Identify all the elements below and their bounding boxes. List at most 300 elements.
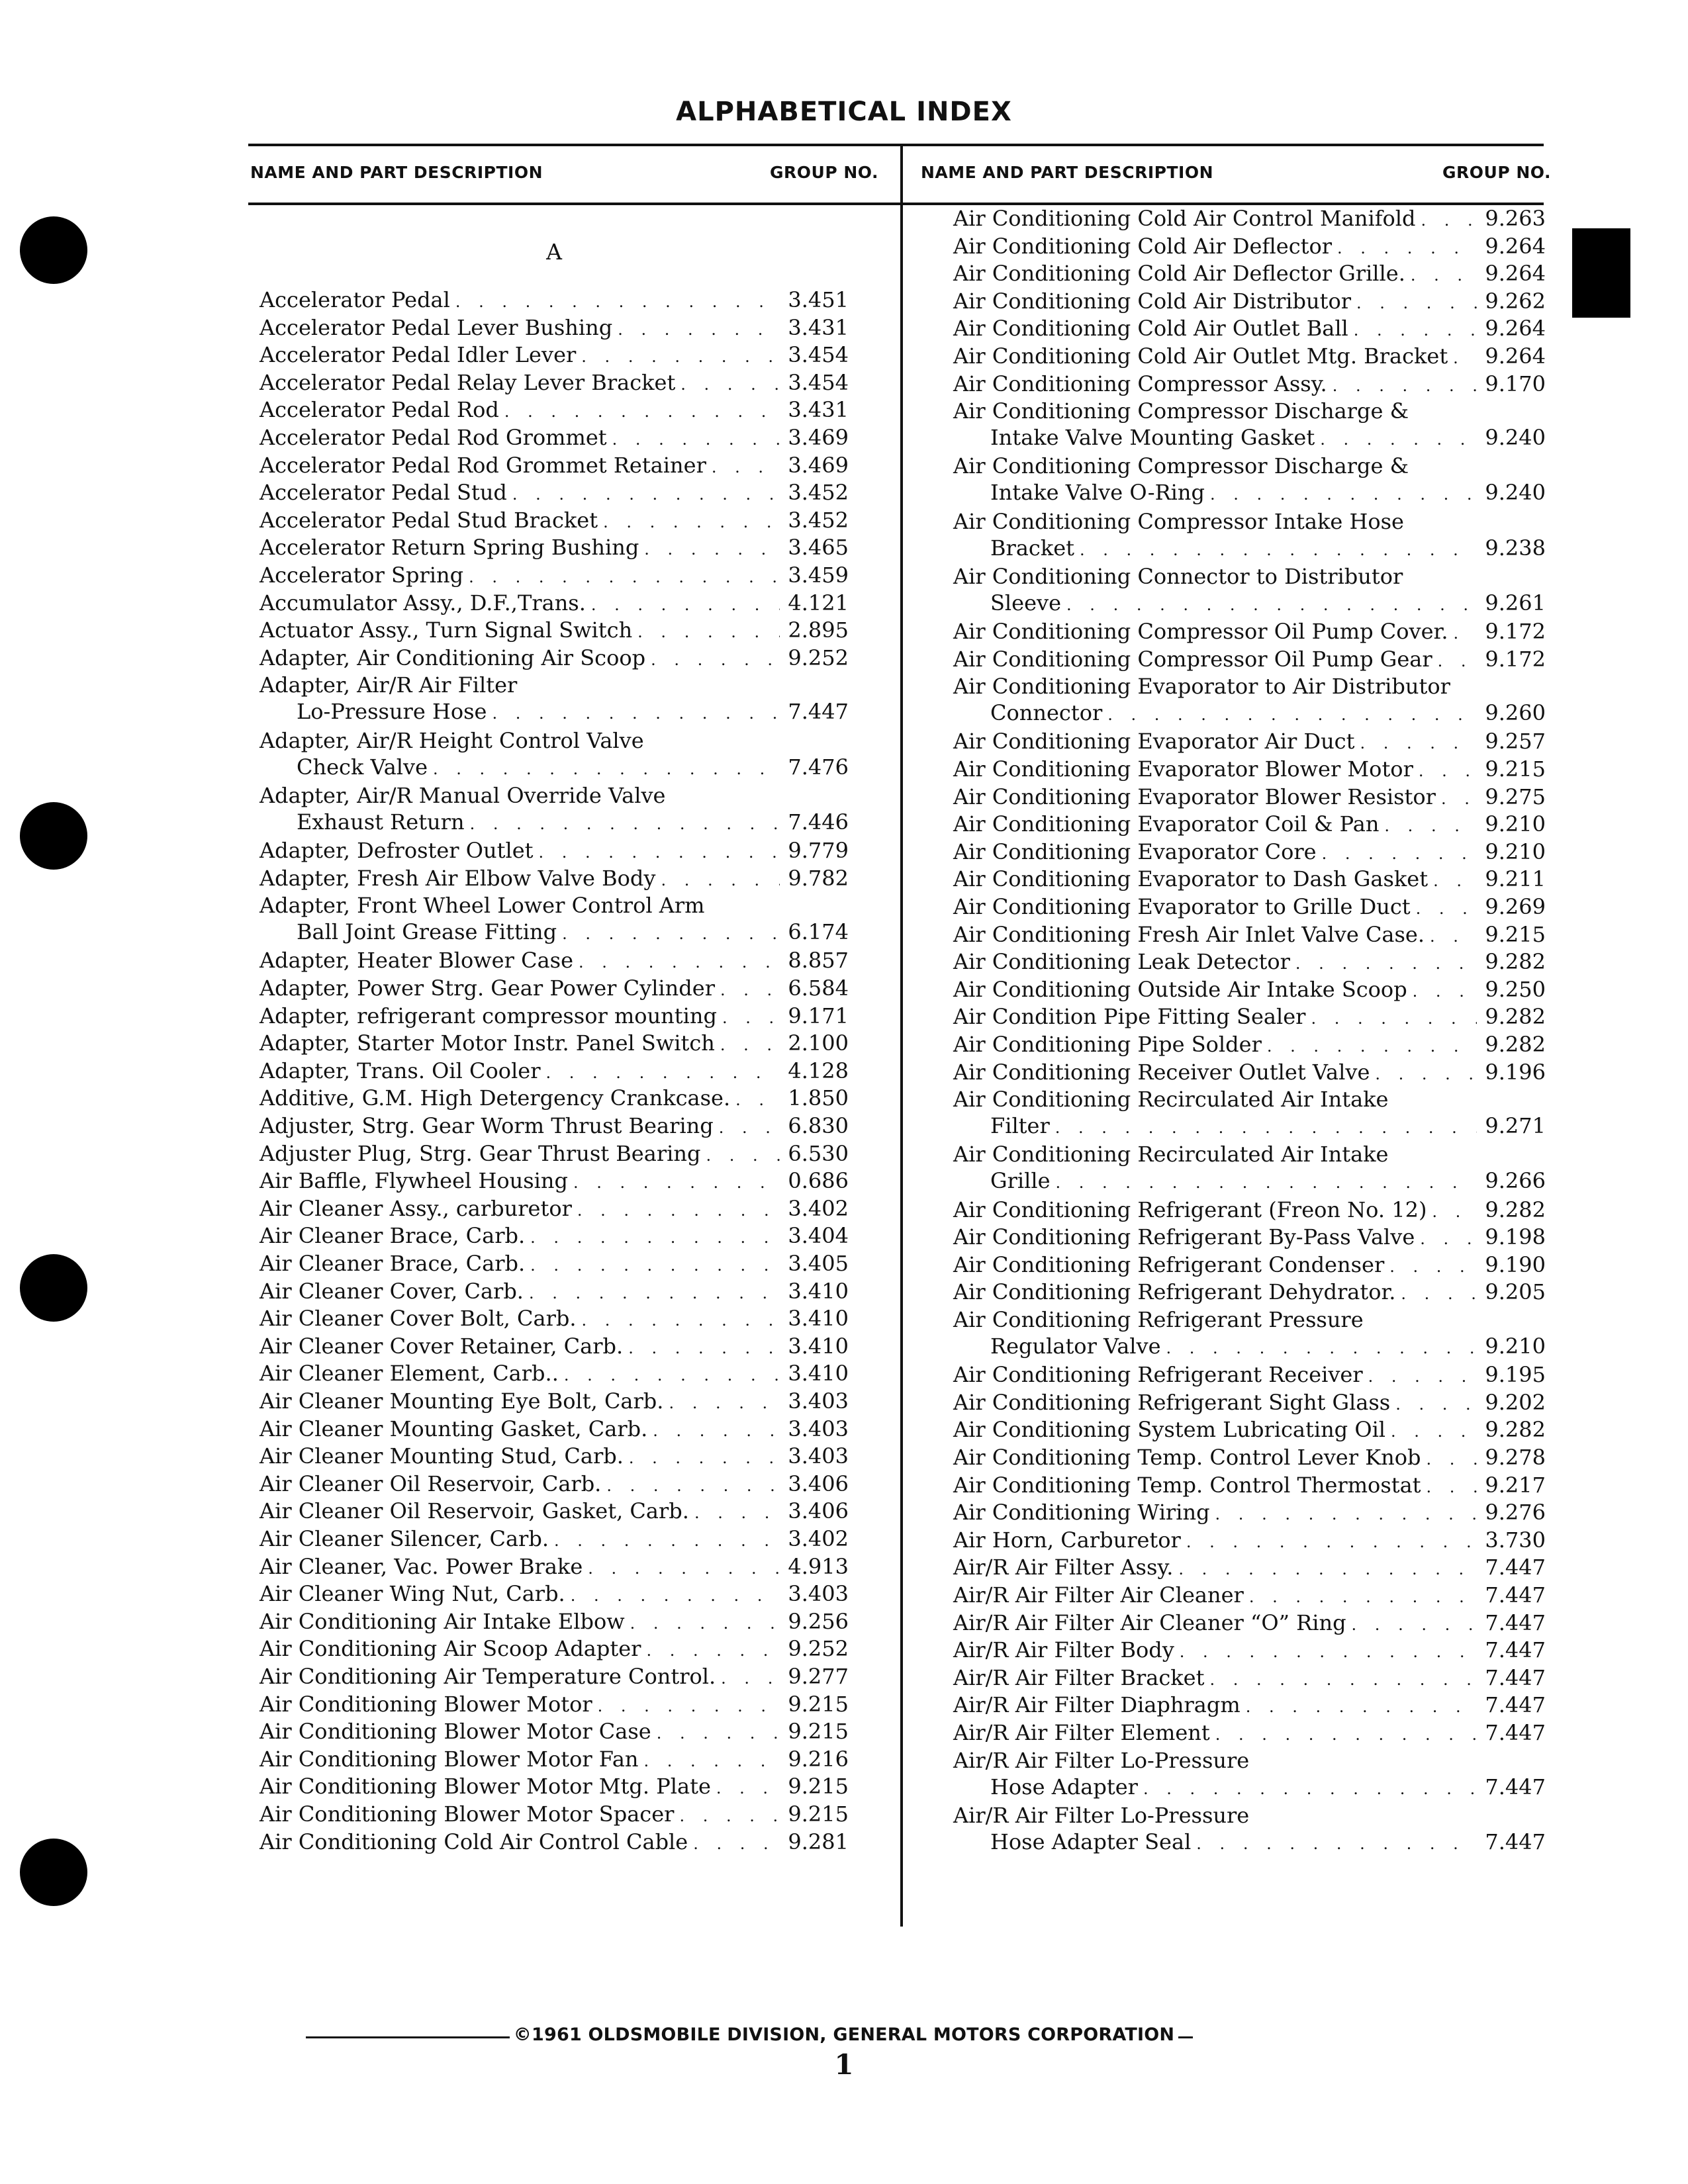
entry-name: Air Conditioning Compressor Oil Pump Gear <box>953 646 1432 672</box>
index-entry <box>953 1444 1546 1471</box>
index-entry <box>259 1388 849 1414</box>
entry-group-number: 3.410 <box>788 1333 849 1359</box>
entry-group-number: 9.217 <box>1485 1472 1546 1498</box>
index-entry <box>953 976 1546 1003</box>
dot-leader <box>735 1087 780 1113</box>
dot-leader <box>669 1390 780 1416</box>
entry-group-number: 3.402 <box>788 1195 849 1221</box>
entry-group-number: 7.447 <box>1485 1637 1546 1663</box>
index-entry <box>259 947 849 974</box>
entry-group-number: 9.252 <box>788 645 849 670</box>
index-entry <box>259 479 849 506</box>
entry-name: Air Conditioning Fresh Air Inlet Valve Case. <box>953 921 1425 947</box>
entry-name: Air Conditioning Evaporator to Grille Duct <box>953 894 1411 919</box>
entry-group-number: 3.406 <box>788 1471 849 1496</box>
entry-name: Air/R Air Filter Air Cleaner “O” Ring <box>953 1610 1346 1635</box>
entry-name: Filter <box>990 1113 1050 1139</box>
entry-name: Accelerator Pedal Lever Bushing <box>259 314 613 340</box>
entry-name: Air Conditioning Temp. Control Thermostat <box>953 1472 1421 1498</box>
dot-leader <box>661 867 780 893</box>
index-entry <box>259 396 849 423</box>
index-entry <box>259 1222 849 1249</box>
entry-name: Air Cleaner Oil Reservoir, Carb. <box>259 1471 602 1496</box>
dot-leader <box>433 756 780 782</box>
entry-group-number: 9.210 <box>1485 811 1546 837</box>
dot-leader <box>630 1610 780 1637</box>
entry-group-number: 6.584 <box>788 976 849 1001</box>
entry-name: Adjuster Plug, Strg. Gear Thrust Bearing <box>259 1140 701 1166</box>
entry-name: Air Conditioning Wiring <box>953 1500 1210 1525</box>
entry-name: Air Cleaner Brace, Carb. <box>259 1251 526 1276</box>
entry-name: Connector <box>990 700 1103 726</box>
index-entry <box>259 1829 849 1855</box>
entry-name: Air Conditioning Blower Motor Case <box>259 1719 651 1745</box>
entry-group-number: 9.210 <box>1485 839 1546 864</box>
index-entry <box>953 728 1546 754</box>
index-entry <box>953 1361 1546 1388</box>
index-entry <box>259 1443 849 1469</box>
entry-group-number: 3.410 <box>788 1278 849 1304</box>
dot-leader <box>644 536 780 563</box>
index-entry <box>259 1471 849 1497</box>
entry-group-number: 3.410 <box>788 1306 849 1332</box>
entry-group-number: 9.190 <box>1485 1251 1546 1277</box>
entry-name: Air Cleaner Element, Carb.. <box>259 1361 559 1387</box>
index-entry <box>953 343 1546 369</box>
entry-name: Air Conditioning Refrigerant Sight Glass <box>953 1389 1391 1415</box>
dot-leader <box>1196 1831 1477 1857</box>
entry-name: Air Conditioning Air Intake Elbow <box>259 1608 625 1634</box>
entry-name: Air Conditioning Blower Motor Fan <box>259 1746 639 1772</box>
dot-leader <box>1107 702 1477 728</box>
entry-name: Air Conditioning Refrigerant Receiver <box>953 1362 1363 1388</box>
index-entry <box>259 1525 849 1552</box>
index-entry <box>953 1031 1546 1058</box>
dot-leader <box>1320 426 1477 453</box>
entry-group-number: 9.257 <box>1485 729 1546 754</box>
entry-group-number: 3.451 <box>788 287 849 312</box>
entry-name: Sleeve <box>990 590 1062 615</box>
entry-name: Accelerator Pedal Stud Bracket <box>259 507 598 533</box>
index-entry <box>953 756 1546 782</box>
entry-name: Air/R Air Filter Air Cleaner <box>953 1582 1244 1608</box>
footer-copyright <box>0 2025 1688 2045</box>
index-entry <box>953 921 1546 948</box>
index-entry <box>259 314 849 341</box>
dot-leader <box>598 1693 780 1719</box>
index-entry <box>953 866 1546 892</box>
entry-group-number: 9.215 <box>1485 756 1546 782</box>
dot-leader <box>1395 1391 1477 1418</box>
entry-name: Regulator Valve <box>990 1334 1161 1359</box>
entry-name: Air Conditioning Evaporator to Dash Gasket <box>953 866 1429 892</box>
dot-leader <box>530 1224 780 1251</box>
entry-name: Air Conditioning Cold Air Deflector <box>953 233 1333 259</box>
entry-group-number: 7.447 <box>1485 1774 1546 1799</box>
entry-name: Actuator Assy., Turn Signal Switch <box>259 617 633 643</box>
index-entry <box>259 727 849 782</box>
index-entry <box>259 1746 849 1772</box>
entry-name: Accelerator Pedal Rod Grommet Retainer <box>259 452 706 478</box>
binder-hole-1 <box>20 216 87 284</box>
entry-name: Air/R Air Filter Bracket <box>953 1664 1205 1690</box>
entry-name: Air Conditioning System Lubricating Oil <box>953 1417 1386 1443</box>
entry-name: Adapter, Air Conditioning Air Scoop <box>259 645 646 670</box>
entry-name: Accelerator Pedal Rod <box>259 397 499 423</box>
entry-group-number: 9.275 <box>1485 784 1546 809</box>
index-entry <box>953 1692 1546 1718</box>
entry-name: Air Conditioning Refrigerant Condenser <box>953 1251 1385 1277</box>
dot-leader <box>546 1060 780 1086</box>
section-letter: A <box>546 239 562 265</box>
index-entry <box>259 1113 849 1139</box>
entry-group-number: 4.913 <box>788 1553 849 1579</box>
entry-name: Air/R Air Filter Element <box>953 1720 1210 1745</box>
entry-name: Intake Valve Mounting Gasket <box>990 425 1315 451</box>
entry-group-number: 9.171 <box>788 1003 849 1028</box>
entry-name: Air Conditioning Evaporator Coil & Pan <box>953 811 1380 837</box>
entry-name: Air Cleaner Brace, Carb. <box>259 1223 526 1249</box>
dot-leader <box>1411 262 1477 289</box>
entry-name-line1: Air Conditioning Compressor Discharge & <box>953 398 1409 424</box>
dot-leader <box>562 921 780 947</box>
entry-group-number: 7.447 <box>1485 1692 1546 1718</box>
dot-leader <box>1267 1033 1477 1060</box>
entry-name-line1: Air Conditioning Compressor Discharge & <box>953 453 1409 479</box>
dot-leader <box>470 811 780 837</box>
entry-group-number: 4.121 <box>788 590 849 615</box>
entry-name: Air Conditioning Evaporator Blower Resistor <box>953 784 1436 809</box>
entry-name: Adjuster, Strg. Gear Worm Thrust Bearing <box>259 1113 714 1138</box>
entry-name-line1: Air Conditioning Compressor Intake Hose <box>953 508 1404 534</box>
entry-group-number: 1.850 <box>788 1085 849 1111</box>
entry-group-number: 7.476 <box>788 754 849 780</box>
entry-group-number: 4.128 <box>788 1058 849 1083</box>
index-entry <box>953 1251 1546 1278</box>
dot-leader <box>530 1252 780 1279</box>
entry-group-number: 9.282 <box>1485 1417 1546 1443</box>
entry-group-number: 9.266 <box>1485 1168 1546 1194</box>
entry-group-number: 9.260 <box>1485 700 1546 726</box>
entry-group-number: 9.216 <box>788 1746 849 1772</box>
entry-name: Air Condition Pipe Fitting Sealer <box>953 1004 1306 1030</box>
index-entry <box>259 1250 849 1277</box>
index-entry <box>259 341 849 368</box>
entry-group-number: 3.402 <box>788 1526 849 1551</box>
entry-name: Air Cleaner Mounting Eye Bolt, Carb. <box>259 1388 664 1414</box>
entry-name: Accumulator Assy., D.F.,Trans. <box>259 590 586 615</box>
dot-leader <box>603 509 780 535</box>
entry-name: Air Conditioning Evaporator Blower Motor <box>953 756 1413 782</box>
dot-leader <box>1391 1418 1477 1445</box>
binder-hole-4 <box>20 1839 87 1906</box>
index-entry <box>953 1527 1546 1553</box>
entry-name: Adapter, Defroster Outlet <box>259 838 534 863</box>
index-entry <box>953 893 1546 920</box>
index-entry <box>953 673 1546 727</box>
dot-leader <box>1056 1169 1477 1196</box>
index-entry <box>953 1416 1546 1443</box>
dot-leader <box>1441 786 1477 812</box>
entry-group-number: 9.202 <box>1485 1389 1546 1415</box>
index-entry <box>259 1030 849 1056</box>
dot-leader <box>644 1748 780 1774</box>
dot-leader <box>1419 758 1477 784</box>
index-entry <box>259 1195 849 1222</box>
entry-name: Bracket <box>990 535 1074 561</box>
index-entry <box>953 563 1546 617</box>
dot-leader <box>1066 592 1477 618</box>
index-entry <box>953 453 1546 507</box>
index-entry <box>259 1360 849 1387</box>
dot-leader <box>1333 373 1477 399</box>
dot-leader <box>571 1582 780 1609</box>
entry-name: Check Valve <box>297 754 428 780</box>
entry-group-number: 9.215 <box>788 1719 849 1745</box>
index-entry <box>953 1664 1546 1691</box>
entry-group-number: 9.261 <box>1485 590 1546 615</box>
index-entry <box>259 1773 849 1799</box>
entry-group-number: 9.215 <box>1485 921 1546 947</box>
entry-name: Air Cleaner Cover Bolt, Carb. <box>259 1306 577 1332</box>
entry-group-number: 2.895 <box>788 617 849 643</box>
dot-leader <box>719 1115 780 1141</box>
entry-name-line1: Air Conditioning Recirculated Air Intake <box>953 1142 1389 1167</box>
entry-group-number: 9.205 <box>1485 1279 1546 1305</box>
entry-group-number: 3.406 <box>788 1498 849 1524</box>
entry-group-number: 9.282 <box>1485 1032 1546 1057</box>
entry-group-number: 6.530 <box>788 1140 849 1166</box>
index-entry <box>953 205 1546 232</box>
entry-group-number: 3.431 <box>788 314 849 340</box>
index-entry <box>953 1086 1546 1140</box>
left-group-header: GROUP NO. <box>770 163 878 182</box>
entry-name: Air Cleaner Assy., carburetor <box>259 1195 572 1221</box>
index-entry <box>259 975 849 1001</box>
dot-leader <box>720 977 780 1003</box>
index-entry <box>259 507 849 533</box>
dot-leader <box>1438 648 1477 674</box>
entry-name: Accelerator Pedal Relay Lever Bracket <box>259 369 676 395</box>
dot-leader <box>512 481 780 508</box>
dot-leader <box>1389 1253 1477 1280</box>
index-entry <box>953 1279 1546 1305</box>
dot-leader <box>1384 813 1477 839</box>
dot-leader <box>539 839 780 866</box>
entry-group-number: 3.454 <box>788 342 849 368</box>
dot-leader <box>1178 1556 1477 1582</box>
entry-group-number: 7.447 <box>1485 1610 1546 1635</box>
entry-group-number: 9.252 <box>788 1636 849 1662</box>
entry-name: Air Conditioning Pipe Solder <box>953 1032 1262 1057</box>
dot-leader <box>1215 1721 1477 1748</box>
entry-group-number: 9.269 <box>1485 894 1546 919</box>
dot-leader <box>637 619 780 645</box>
entry-name: Air Conditioning Cold Air Control Cable <box>259 1829 688 1854</box>
entry-name-line1: Air Conditioning Recirculated Air Intake <box>953 1087 1389 1113</box>
entry-group-number: 9.264 <box>1485 233 1546 259</box>
index-entry <box>953 1582 1546 1608</box>
entry-name: Air Conditioning Cold Air Distributor <box>953 288 1352 314</box>
entry-name-line1: Adapter, Air/R Air Filter <box>259 672 518 698</box>
entry-name: Air Conditioning Refrigerant Dehydrator. <box>953 1279 1396 1305</box>
dot-leader <box>1295 950 1477 977</box>
index-entry <box>259 1718 849 1745</box>
entry-group-number: 7.447 <box>1485 1664 1546 1690</box>
entry-name: Air Cleaner Wing Nut, Carb. <box>259 1581 565 1607</box>
entry-name-line1: Air Conditioning Connector to Distributor <box>953 563 1403 589</box>
entry-group-number: 9.198 <box>1485 1224 1546 1250</box>
entry-name: Air Conditioning Compressor Assy. <box>953 371 1327 396</box>
dot-leader <box>716 1775 780 1801</box>
dot-leader <box>694 1500 780 1526</box>
entry-name: Hose Adapter Seal <box>990 1829 1192 1854</box>
entry-name: Air Conditioning Cold Air Deflector Grille. <box>953 261 1405 287</box>
index-entry <box>259 1416 849 1442</box>
dot-leader <box>579 949 780 976</box>
binder-hole-2 <box>20 802 87 870</box>
dot-leader <box>1337 235 1477 261</box>
index-entry <box>953 784 1546 810</box>
entry-group-number: 9.262 <box>1485 288 1546 314</box>
index-entry <box>953 315 1546 341</box>
entry-group-number: 6.174 <box>788 919 849 945</box>
entry-name: Accelerator Pedal Idler Lever <box>259 342 577 368</box>
dot-leader <box>1401 1281 1477 1307</box>
entry-name: Air Conditioning Cold Air Outlet Mtg. Bracket <box>953 343 1448 369</box>
entry-name: Accelerator Return Spring Bushing <box>259 535 639 561</box>
entry-name: Lo-Pressure Hose <box>297 699 487 725</box>
dot-leader <box>712 454 780 480</box>
dot-leader <box>1354 317 1477 343</box>
entry-name: Air Conditioning Refrigerant (Freon No. 12) <box>953 1197 1427 1222</box>
entry-group-number: 9.240 <box>1485 425 1546 451</box>
entry-group-number: 9.170 <box>1485 371 1546 396</box>
index-entry <box>259 837 849 864</box>
entry-name: Air/R Air Filter Body <box>953 1637 1174 1663</box>
entry-name: Air Conditioning Air Scoop Adapter <box>259 1636 641 1662</box>
entry-group-number: 7.447 <box>1485 1555 1546 1580</box>
index-entry <box>953 288 1546 314</box>
index-entry <box>259 1140 849 1167</box>
entry-name: Adapter, refrigerant compressor mounting <box>259 1003 717 1028</box>
entry-group-number: 3.454 <box>788 369 849 395</box>
index-entry <box>259 1580 849 1607</box>
entry-group-number: 9.282 <box>1485 949 1546 975</box>
index-entry <box>259 424 849 451</box>
entry-group-number: 9.215 <box>788 1801 849 1827</box>
entry-name-line1: Air/R Air Filter Lo-Pressure <box>953 1802 1250 1828</box>
entry-name: Air Cleaner Oil Reservoir, Gasket, Carb. <box>259 1498 689 1524</box>
index-entry <box>953 1003 1546 1030</box>
dot-leader <box>1360 730 1477 756</box>
footer-copyright-text: ©1961 OLDSMOBILE DIVISION, GENERAL MOTORS CORPORATION <box>510 2025 1178 2045</box>
dot-leader <box>646 1637 780 1664</box>
entry-name-line1: Adapter, Air/R Manual Override Valve <box>259 782 666 808</box>
dot-leader <box>706 1142 780 1169</box>
dot-leader <box>1356 290 1477 316</box>
entry-group-number: 3.404 <box>788 1223 849 1249</box>
index-entry <box>259 1003 849 1029</box>
index-entry <box>953 1637 1546 1663</box>
index-entry <box>259 617 849 643</box>
entry-name: Additive, G.M. High Detergency Crankcase. <box>259 1085 731 1111</box>
page-number: 1 <box>834 2048 854 2081</box>
index-entry <box>259 782 849 837</box>
entry-name-line1: Air Conditioning Refrigerant Pressure <box>953 1307 1364 1332</box>
dot-leader <box>653 1418 780 1444</box>
entry-group-number: 9.264 <box>1485 261 1546 287</box>
entry-group-number: 2.100 <box>788 1030 849 1056</box>
entry-name: Air Conditioning Evaporator Core <box>953 839 1317 864</box>
dot-leader <box>1186 1529 1477 1555</box>
index-entry <box>953 839 1546 865</box>
dot-leader <box>492 700 780 727</box>
dot-leader <box>1143 1776 1477 1802</box>
entry-group-number: 0.686 <box>788 1168 849 1194</box>
index-entry <box>259 534 849 561</box>
dot-leader <box>693 1831 780 1857</box>
index-entry <box>259 1691 849 1717</box>
entry-group-number: 9.196 <box>1485 1059 1546 1085</box>
entry-name: Air Cleaner Silencer, Carb. <box>259 1526 549 1551</box>
index-entry <box>259 562 849 588</box>
entry-name: Adapter, Trans. Oil Cooler <box>259 1058 541 1083</box>
index-entry <box>953 1197 1546 1223</box>
index-entry <box>259 1333 849 1359</box>
index-entry <box>259 1167 849 1194</box>
index-entry <box>259 1801 849 1827</box>
index-entry <box>953 1224 1546 1250</box>
entry-name: Air Cleaner Cover, Carb. <box>259 1278 524 1304</box>
entry-name: Air Conditioning Compressor Oil Pump Cover. <box>953 619 1448 644</box>
entry-group-number: 9.210 <box>1485 1334 1546 1359</box>
entry-group-number: 7.447 <box>1485 1582 1546 1608</box>
entry-group-number: 9.172 <box>1485 646 1546 672</box>
index-entry <box>259 1608 849 1635</box>
dot-leader <box>588 1555 780 1582</box>
dot-leader <box>722 1005 780 1031</box>
index-entry <box>259 1498 849 1524</box>
dot-leader <box>1249 1584 1477 1610</box>
dot-leader <box>1180 1639 1477 1665</box>
entry-name: Air Conditioning Blower Motor Spacer <box>259 1801 675 1827</box>
entry-group-number: 9.282 <box>1485 1197 1546 1222</box>
index-entry <box>953 371 1546 397</box>
entry-name: Air Conditioning Receiver Outlet Valve <box>953 1059 1370 1085</box>
section-tab-marker <box>1572 228 1630 318</box>
entry-name: Adapter, Power Strg. Gear Power Cylinder <box>259 976 715 1001</box>
index-entry <box>953 1610 1546 1636</box>
entry-group-number: 3.465 <box>788 535 849 561</box>
entry-name: Air/R Air Filter Diaphragm <box>953 1692 1241 1718</box>
dot-leader <box>1322 841 1477 867</box>
entry-name: Adapter, Fresh Air Elbow Valve Body <box>259 865 656 891</box>
entry-group-number: 9.195 <box>1485 1362 1546 1388</box>
index-entry <box>259 1278 849 1304</box>
left-name-header: NAME AND PART DESCRIPTION <box>250 163 543 182</box>
index-entry <box>953 233 1546 259</box>
index-entry <box>953 260 1546 287</box>
entry-name-line1: Adapter, Front Wheel Lower Control Arm <box>259 893 705 919</box>
entry-group-number: 6.830 <box>788 1113 849 1138</box>
index-entry <box>259 672 849 726</box>
entry-name: Adapter, Starter Motor Instr. Panel Switch <box>259 1030 715 1056</box>
dot-leader <box>529 1280 780 1306</box>
dot-leader <box>1246 1694 1477 1720</box>
dot-leader <box>1368 1363 1477 1390</box>
index-entry <box>953 1719 1546 1746</box>
